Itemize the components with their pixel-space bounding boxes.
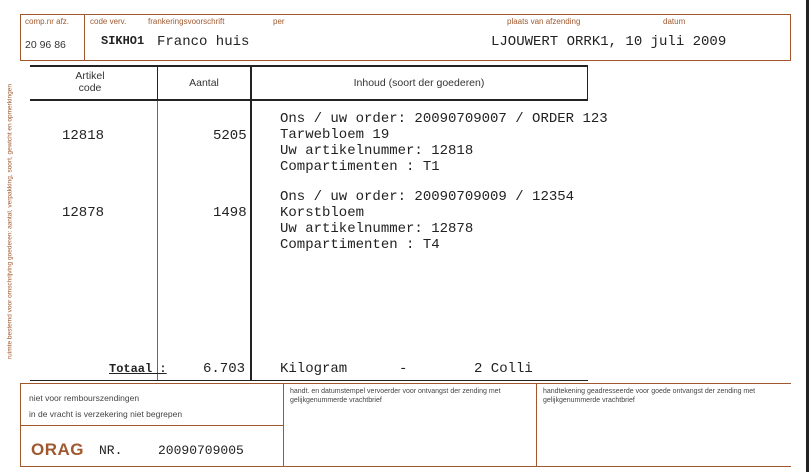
- code-verv-value: SIKHO1: [101, 34, 145, 48]
- header-bottom-line: [20, 60, 791, 61]
- unit-label: Kilogram: [280, 361, 348, 377]
- col-divider-2: [250, 65, 252, 381]
- row2-code: 12878: [62, 205, 105, 221]
- row1-code: 12818: [62, 128, 105, 144]
- footer-top-line: [20, 383, 791, 384]
- row1-line1: Ons / uw order: 20090709007 / ORDER 123: [280, 111, 608, 127]
- top-border: [20, 14, 791, 15]
- footer-note-verzekering: in de vracht is verzekering niet begrepen: [29, 409, 183, 419]
- frankering-value: Franco huis: [157, 34, 250, 50]
- per-label: per: [273, 17, 285, 26]
- row1-line3: Uw artikelnummer: 12818: [280, 143, 474, 159]
- col-header-inhoud: Inhoud (soort der goederen): [353, 77, 485, 89]
- col-header-aantal: Aantal: [189, 77, 219, 89]
- comp-nr-value: 20 96 86: [25, 39, 66, 51]
- header-divider-1: [20, 14, 21, 60]
- page-edge: [806, 0, 809, 472]
- header-divider-2: [84, 14, 85, 60]
- table-bottom-border: [30, 380, 588, 381]
- footer-divider-2: [536, 383, 537, 466]
- brand-logo: ORAG: [31, 440, 84, 459]
- table-top-border: [30, 65, 588, 67]
- nr-value: 20090709005: [158, 443, 244, 458]
- nr-label: NR.: [99, 443, 123, 458]
- signature-instruction: handtekening geadresseerde voor goede ontvangst der zending met gelijkgenummerde vrachtbrief: [543, 388, 756, 404]
- footer-note-rembours: niet voor rembourszendingen: [29, 393, 140, 403]
- code-verv-label: code verv.: [90, 17, 127, 26]
- stamp-instruction: handt. en datumstempel vervoerder voor ontvangst der zending met gelijkgenummerde vrachtbrief: [290, 388, 501, 404]
- col-divider-aantal-left: [157, 101, 158, 381]
- row1-line4: Compartimenten : T1: [280, 159, 440, 175]
- footer-note-line: [20, 425, 283, 426]
- row2-line4: Compartimenten : T4: [280, 237, 440, 253]
- footer-bottom-line: [20, 466, 791, 467]
- row2-line3: Uw artikelnummer: 12878: [280, 221, 474, 237]
- row1-aantal: 5205: [213, 128, 247, 144]
- col-divider-right: [587, 65, 588, 101]
- datum-label: datum: [663, 17, 686, 26]
- place-date-value: LJOUWERT ORRK1, 10 juli 2009: [491, 34, 727, 50]
- totaal-value: 6.703: [203, 361, 246, 377]
- row2-aantal: 1498: [213, 205, 247, 221]
- header-right-edge: [790, 14, 791, 60]
- row1-line2: Tarwebloem 19: [280, 127, 390, 143]
- totaal-label: Totaal :: [109, 362, 167, 376]
- side-instruction-text: ruimte bestemd voor omschrijving goederen: aantal, verpakking, soort, gewicht en opmerkingen: [6, 84, 14, 359]
- header-row-bottom: [30, 99, 588, 101]
- col-header-artikel: Artikel code: [75, 70, 105, 94]
- row2-line1: Ons / uw order: 20090709009 / 12354: [280, 189, 575, 205]
- frankering-label: frankeringsvoorschrift: [148, 17, 225, 26]
- unit-dash: -: [399, 361, 408, 377]
- footer-divider-1: [283, 383, 284, 466]
- comp-nr-label: comp.nr afz.: [25, 17, 70, 26]
- row2-line2: Korstbloem: [280, 205, 365, 221]
- plaats-label: plaats van afzending: [507, 17, 581, 26]
- colli-value: 2 Colli: [474, 361, 533, 377]
